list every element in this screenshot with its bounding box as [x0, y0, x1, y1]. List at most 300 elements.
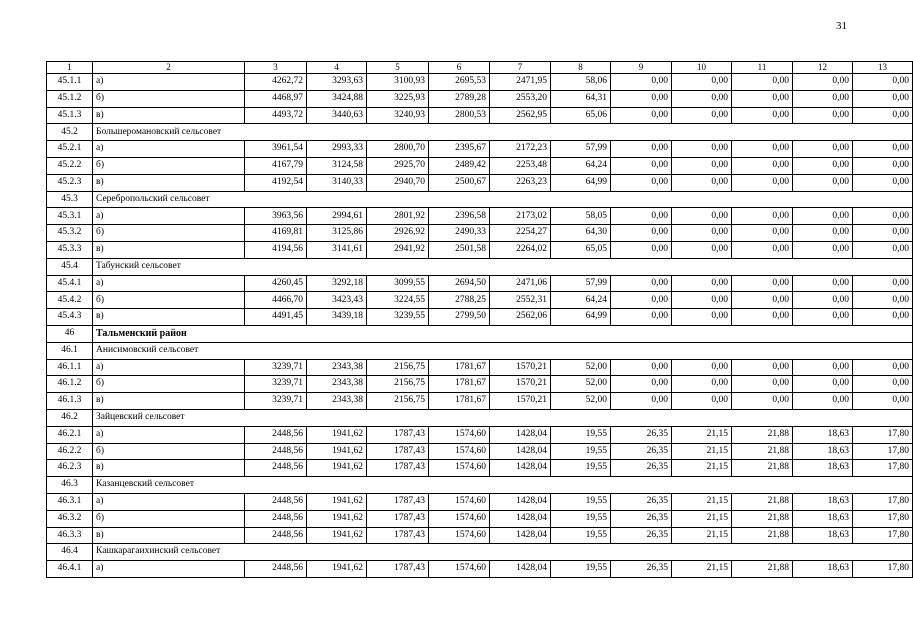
value-cell: 0,00: [732, 90, 793, 107]
value-cell: 3240,93: [367, 107, 429, 124]
tariff-table: [46, 61, 913, 578]
value-cell: 3292,18: [307, 275, 367, 292]
row-number-cell: 45.1.2: [47, 90, 93, 107]
value-cell: 58,06: [551, 74, 611, 91]
value-cell: 1787,43: [367, 426, 429, 443]
variant-label-cell: в): [93, 460, 245, 477]
value-cell: 2263,23: [490, 174, 551, 191]
value-cell: 26,35: [611, 426, 672, 443]
table-row: [47, 275, 913, 292]
value-cell: 0,00: [853, 157, 913, 174]
value-cell: 0,00: [732, 309, 793, 326]
value-cell: 0,00: [732, 208, 793, 225]
value-cell: 21,88: [732, 460, 793, 477]
value-cell: 0,00: [732, 174, 793, 191]
value-cell: 57,99: [551, 275, 611, 292]
value-cell: 17,80: [853, 493, 913, 510]
value-cell: 1574,60: [429, 460, 490, 477]
row-number-cell: 46.4: [47, 544, 93, 561]
value-cell: 2489,42: [429, 157, 490, 174]
value-cell: 0,00: [672, 74, 732, 91]
table-row: [47, 443, 913, 460]
column-number-cell: 9: [611, 62, 672, 74]
value-cell: 2789,28: [429, 90, 490, 107]
row-number-cell: 46.3.1: [47, 493, 93, 510]
value-cell: 3239,71: [245, 376, 307, 393]
value-cell: 0,00: [672, 292, 732, 309]
value-cell: 0,00: [732, 74, 793, 91]
table-row: [47, 561, 913, 578]
value-cell: 0,00: [611, 292, 672, 309]
row-number-cell: 45.2.3: [47, 174, 93, 191]
value-cell: 0,00: [853, 107, 913, 124]
value-cell: 2343,38: [307, 376, 367, 393]
value-cell: 1574,60: [429, 443, 490, 460]
value-cell: 21,15: [672, 510, 732, 527]
value-cell: 21,88: [732, 561, 793, 578]
value-cell: 3293,63: [307, 74, 367, 91]
value-cell: 19,55: [551, 561, 611, 578]
value-cell: 58,05: [551, 208, 611, 225]
table-row: [47, 208, 913, 225]
value-cell: 3224,55: [367, 292, 429, 309]
value-cell: 0,00: [672, 174, 732, 191]
section-heading-row: [47, 544, 913, 561]
value-cell: 0,00: [611, 359, 672, 376]
value-cell: 1941,62: [307, 460, 367, 477]
row-number-cell: 46.2.3: [47, 460, 93, 477]
value-cell: 0,00: [793, 359, 853, 376]
column-number-cell: 1: [47, 62, 93, 74]
value-cell: 2994,61: [307, 208, 367, 225]
section-name-cell: Зайцевский сельсовет: [93, 409, 913, 426]
row-number-cell: 45.3: [47, 191, 93, 208]
value-cell: 21,88: [732, 443, 793, 460]
variant-label-cell: а): [93, 561, 245, 578]
value-cell: 2448,56: [245, 443, 307, 460]
variant-label-cell: а): [93, 208, 245, 225]
value-cell: 0,00: [853, 174, 913, 191]
row-number-cell: 45.3.2: [47, 225, 93, 242]
value-cell: 0,00: [611, 208, 672, 225]
value-cell: 2926,92: [367, 225, 429, 242]
table-row: [47, 107, 913, 124]
value-cell: 0,00: [793, 225, 853, 242]
column-number-cell: 7: [490, 62, 551, 74]
table-row: [47, 90, 913, 107]
value-cell: 52,00: [551, 393, 611, 410]
value-cell: 18,63: [793, 527, 853, 544]
value-cell: 2448,56: [245, 493, 307, 510]
value-cell: 2562,06: [490, 309, 551, 326]
table-row: [47, 141, 913, 158]
row-number-cell: 45.1.1: [47, 74, 93, 91]
value-cell: 2800,53: [429, 107, 490, 124]
value-cell: 3140,33: [307, 174, 367, 191]
value-cell: 2156,75: [367, 359, 429, 376]
value-cell: 0,00: [672, 376, 732, 393]
value-cell: 26,35: [611, 493, 672, 510]
value-cell: 2799,50: [429, 309, 490, 326]
column-number-cell: 5: [367, 62, 429, 74]
value-cell: 64,31: [551, 90, 611, 107]
column-number-cell: 2: [93, 62, 245, 74]
value-cell: 4466,70: [245, 292, 307, 309]
value-cell: 1574,60: [429, 493, 490, 510]
value-cell: 3225,93: [367, 90, 429, 107]
value-cell: 4167,79: [245, 157, 307, 174]
value-cell: 1781,67: [429, 376, 490, 393]
table-row: [47, 426, 913, 443]
value-cell: 0,00: [732, 359, 793, 376]
value-cell: 0,00: [853, 393, 913, 410]
value-cell: 2448,56: [245, 527, 307, 544]
table-row: [47, 376, 913, 393]
section-name-cell: Серебропольский сельсовет: [93, 191, 913, 208]
column-number-cell: 4: [307, 62, 367, 74]
table-row: [47, 157, 913, 174]
row-number-cell: 45.4.2: [47, 292, 93, 309]
variant-label-cell: б): [93, 225, 245, 242]
value-cell: 0,00: [672, 208, 732, 225]
value-cell: 2553,20: [490, 90, 551, 107]
value-cell: 0,00: [732, 225, 793, 242]
value-cell: 4169,81: [245, 225, 307, 242]
value-cell: 1570,21: [490, 376, 551, 393]
value-cell: 19,55: [551, 443, 611, 460]
value-cell: 0,00: [793, 241, 853, 258]
value-cell: 21,88: [732, 510, 793, 527]
row-number-cell: 46.1: [47, 342, 93, 359]
value-cell: 1787,43: [367, 493, 429, 510]
row-number-cell: 46.1.2: [47, 376, 93, 393]
value-cell: 0,00: [853, 292, 913, 309]
value-cell: 64,99: [551, 174, 611, 191]
value-cell: 21,15: [672, 443, 732, 460]
table-row: [47, 292, 913, 309]
column-number-cell: 10: [672, 62, 732, 74]
value-cell: 0,00: [853, 141, 913, 158]
value-cell: 2343,38: [307, 359, 367, 376]
value-cell: 0,00: [793, 74, 853, 91]
value-cell: 0,00: [793, 275, 853, 292]
value-cell: 0,00: [793, 90, 853, 107]
variant-label-cell: в): [93, 241, 245, 258]
value-cell: 21,15: [672, 493, 732, 510]
value-cell: 0,00: [611, 376, 672, 393]
value-cell: 19,55: [551, 510, 611, 527]
value-cell: 18,63: [793, 493, 853, 510]
value-cell: 4262,72: [245, 74, 307, 91]
value-cell: 1570,21: [490, 393, 551, 410]
table-row: [47, 527, 913, 544]
value-cell: 2695,53: [429, 74, 490, 91]
section-name-cell: Кашкарагаихинский сельсовет: [93, 544, 913, 561]
value-cell: 1574,60: [429, 426, 490, 443]
variant-label-cell: а): [93, 275, 245, 292]
section-name-cell: Казанцевский сельсовет: [93, 477, 913, 494]
value-cell: 3141,61: [307, 241, 367, 258]
value-cell: 1781,67: [429, 359, 490, 376]
value-cell: 2471,06: [490, 275, 551, 292]
value-cell: 0,00: [611, 157, 672, 174]
value-cell: 0,00: [793, 157, 853, 174]
value-cell: 65,05: [551, 241, 611, 258]
value-cell: 2343,38: [307, 393, 367, 410]
value-cell: 64,30: [551, 225, 611, 242]
value-cell: 18,63: [793, 443, 853, 460]
value-cell: 1428,04: [490, 561, 551, 578]
value-cell: 0,00: [793, 376, 853, 393]
value-cell: 1941,62: [307, 561, 367, 578]
value-cell: 2552,31: [490, 292, 551, 309]
value-cell: 21,15: [672, 527, 732, 544]
value-cell: 21,88: [732, 527, 793, 544]
row-number-cell: 45.3.3: [47, 241, 93, 258]
value-cell: 2925,70: [367, 157, 429, 174]
value-cell: 64,99: [551, 309, 611, 326]
value-cell: 2501,58: [429, 241, 490, 258]
value-cell: 2253,48: [490, 157, 551, 174]
value-cell: 1428,04: [490, 443, 551, 460]
value-cell: 21,88: [732, 426, 793, 443]
value-cell: 2264,02: [490, 241, 551, 258]
value-cell: 0,00: [672, 241, 732, 258]
value-cell: 2395,67: [429, 141, 490, 158]
variant-label-cell: в): [93, 527, 245, 544]
column-number-cell: 11: [732, 62, 793, 74]
value-cell: 0,00: [793, 393, 853, 410]
variant-label-cell: б): [93, 90, 245, 107]
value-cell: 26,35: [611, 510, 672, 527]
value-cell: 2173,02: [490, 208, 551, 225]
row-number-cell: 46.3: [47, 477, 93, 494]
value-cell: 17,80: [853, 510, 913, 527]
row-number-cell: 46.3.2: [47, 510, 93, 527]
table-row: [47, 74, 913, 91]
value-cell: 1574,60: [429, 561, 490, 578]
value-cell: 1574,60: [429, 510, 490, 527]
variant-label-cell: б): [93, 376, 245, 393]
value-cell: 19,55: [551, 493, 611, 510]
value-cell: 0,00: [611, 141, 672, 158]
value-cell: 17,80: [853, 443, 913, 460]
value-cell: 17,80: [853, 527, 913, 544]
variant-label-cell: б): [93, 292, 245, 309]
value-cell: 3439,18: [307, 309, 367, 326]
row-number-cell: 45.2.1: [47, 141, 93, 158]
column-number-row: [47, 62, 913, 74]
value-cell: 0,00: [611, 309, 672, 326]
value-cell: 18,63: [793, 510, 853, 527]
value-cell: 2500,67: [429, 174, 490, 191]
value-cell: 26,35: [611, 561, 672, 578]
value-cell: 0,00: [732, 275, 793, 292]
value-cell: 0,00: [672, 275, 732, 292]
column-number-cell: 8: [551, 62, 611, 74]
table-row: [47, 493, 913, 510]
value-cell: 1787,43: [367, 443, 429, 460]
value-cell: 0,00: [672, 225, 732, 242]
value-cell: 0,00: [853, 376, 913, 393]
value-cell: 0,00: [672, 90, 732, 107]
value-cell: 1941,62: [307, 510, 367, 527]
value-cell: 1428,04: [490, 493, 551, 510]
value-cell: 1428,04: [490, 426, 551, 443]
table-row: [47, 309, 913, 326]
section-heading-row: [47, 409, 913, 426]
value-cell: 4491,45: [245, 309, 307, 326]
row-number-cell: 46.3.3: [47, 527, 93, 544]
section-heading-row: [47, 124, 913, 141]
value-cell: 0,00: [853, 208, 913, 225]
value-cell: 2448,56: [245, 561, 307, 578]
value-cell: 0,00: [853, 275, 913, 292]
value-cell: 0,00: [793, 292, 853, 309]
value-cell: 2788,25: [429, 292, 490, 309]
table-row: [47, 241, 913, 258]
row-number-cell: 46.1.1: [47, 359, 93, 376]
table-row: [47, 359, 913, 376]
value-cell: 26,35: [611, 443, 672, 460]
row-number-cell: 46.2.2: [47, 443, 93, 460]
value-cell: 0,00: [853, 359, 913, 376]
value-cell: 0,00: [793, 174, 853, 191]
value-cell: 2993,33: [307, 141, 367, 158]
value-cell: 3125,86: [307, 225, 367, 242]
value-cell: 0,00: [732, 241, 793, 258]
value-cell: 0,00: [611, 174, 672, 191]
value-cell: 3100,93: [367, 74, 429, 91]
value-cell: 1781,67: [429, 393, 490, 410]
value-cell: 0,00: [732, 107, 793, 124]
value-cell: 4194,56: [245, 241, 307, 258]
value-cell: 0,00: [672, 141, 732, 158]
row-number-cell: 45.4: [47, 258, 93, 275]
value-cell: 0,00: [853, 90, 913, 107]
row-number-cell: 45.3.1: [47, 208, 93, 225]
value-cell: 64,24: [551, 157, 611, 174]
value-cell: 0,00: [732, 157, 793, 174]
table-row: [47, 460, 913, 477]
value-cell: 1787,43: [367, 460, 429, 477]
value-cell: 57,99: [551, 141, 611, 158]
section-name-cell: Анисимовский сельсовет: [93, 342, 913, 359]
value-cell: 3424,88: [307, 90, 367, 107]
variant-label-cell: а): [93, 74, 245, 91]
variant-label-cell: в): [93, 174, 245, 191]
value-cell: 0,00: [611, 275, 672, 292]
value-cell: 2940,70: [367, 174, 429, 191]
section-name-cell: Тальменский район: [93, 325, 913, 342]
value-cell: 0,00: [611, 225, 672, 242]
value-cell: 0,00: [611, 107, 672, 124]
value-cell: 2800,70: [367, 141, 429, 158]
value-cell: 3239,71: [245, 359, 307, 376]
value-cell: 17,80: [853, 426, 913, 443]
value-cell: 0,00: [793, 208, 853, 225]
value-cell: 26,35: [611, 460, 672, 477]
value-cell: 0,00: [672, 359, 732, 376]
variant-label-cell: в): [93, 107, 245, 124]
section-heading-row: [47, 191, 913, 208]
value-cell: 2562,95: [490, 107, 551, 124]
value-cell: 3440,63: [307, 107, 367, 124]
value-cell: 52,00: [551, 359, 611, 376]
variant-label-cell: б): [93, 157, 245, 174]
table-row: [47, 393, 913, 410]
column-number-cell: 13: [853, 62, 913, 74]
value-cell: 0,00: [853, 241, 913, 258]
value-cell: 0,00: [611, 241, 672, 258]
value-cell: 0,00: [732, 393, 793, 410]
value-cell: 1428,04: [490, 527, 551, 544]
section-name-cell: Табунский сельсовет: [93, 258, 913, 275]
value-cell: 2448,56: [245, 460, 307, 477]
value-cell: 21,15: [672, 460, 732, 477]
value-cell: 64,24: [551, 292, 611, 309]
value-cell: 4468,97: [245, 90, 307, 107]
variant-label-cell: б): [93, 443, 245, 460]
table-row: [47, 225, 913, 242]
value-cell: 19,55: [551, 527, 611, 544]
value-cell: 1428,04: [490, 460, 551, 477]
value-cell: 2941,92: [367, 241, 429, 258]
row-number-cell: 45.1.3: [47, 107, 93, 124]
column-number-cell: 6: [429, 62, 490, 74]
page-number: 31: [836, 20, 847, 32]
value-cell: 0,00: [793, 107, 853, 124]
row-number-cell: 46.2.1: [47, 426, 93, 443]
table-row: [47, 510, 913, 527]
row-number-cell: 46.4.1: [47, 561, 93, 578]
variant-label-cell: б): [93, 510, 245, 527]
value-cell: 1787,43: [367, 527, 429, 544]
value-cell: 1787,43: [367, 561, 429, 578]
value-cell: 0,00: [611, 393, 672, 410]
value-cell: 1941,62: [307, 443, 367, 460]
value-cell: 0,00: [853, 309, 913, 326]
value-cell: 0,00: [732, 141, 793, 158]
value-cell: 0,00: [793, 309, 853, 326]
value-cell: 2396,58: [429, 208, 490, 225]
variant-label-cell: а): [93, 426, 245, 443]
value-cell: 0,00: [853, 225, 913, 242]
row-number-cell: 45.2.2: [47, 157, 93, 174]
column-number-cell: 12: [793, 62, 853, 74]
value-cell: 21,88: [732, 493, 793, 510]
table-row: [47, 174, 913, 191]
value-cell: 1941,62: [307, 426, 367, 443]
value-cell: 0,00: [672, 157, 732, 174]
row-number-cell: 46: [47, 325, 93, 342]
value-cell: 18,63: [793, 561, 853, 578]
value-cell: 17,80: [853, 561, 913, 578]
value-cell: 0,00: [611, 74, 672, 91]
variant-label-cell: в): [93, 393, 245, 410]
column-number-cell: 3: [245, 62, 307, 74]
value-cell: 0,00: [732, 376, 793, 393]
section-heading-row: [47, 477, 913, 494]
variant-label-cell: а): [93, 141, 245, 158]
value-cell: 3423,43: [307, 292, 367, 309]
value-cell: 0,00: [793, 141, 853, 158]
district-heading-row: [47, 325, 913, 342]
row-number-cell: 45.2: [47, 124, 93, 141]
value-cell: 1574,60: [429, 527, 490, 544]
value-cell: 18,63: [793, 460, 853, 477]
section-heading-row: [47, 342, 913, 359]
